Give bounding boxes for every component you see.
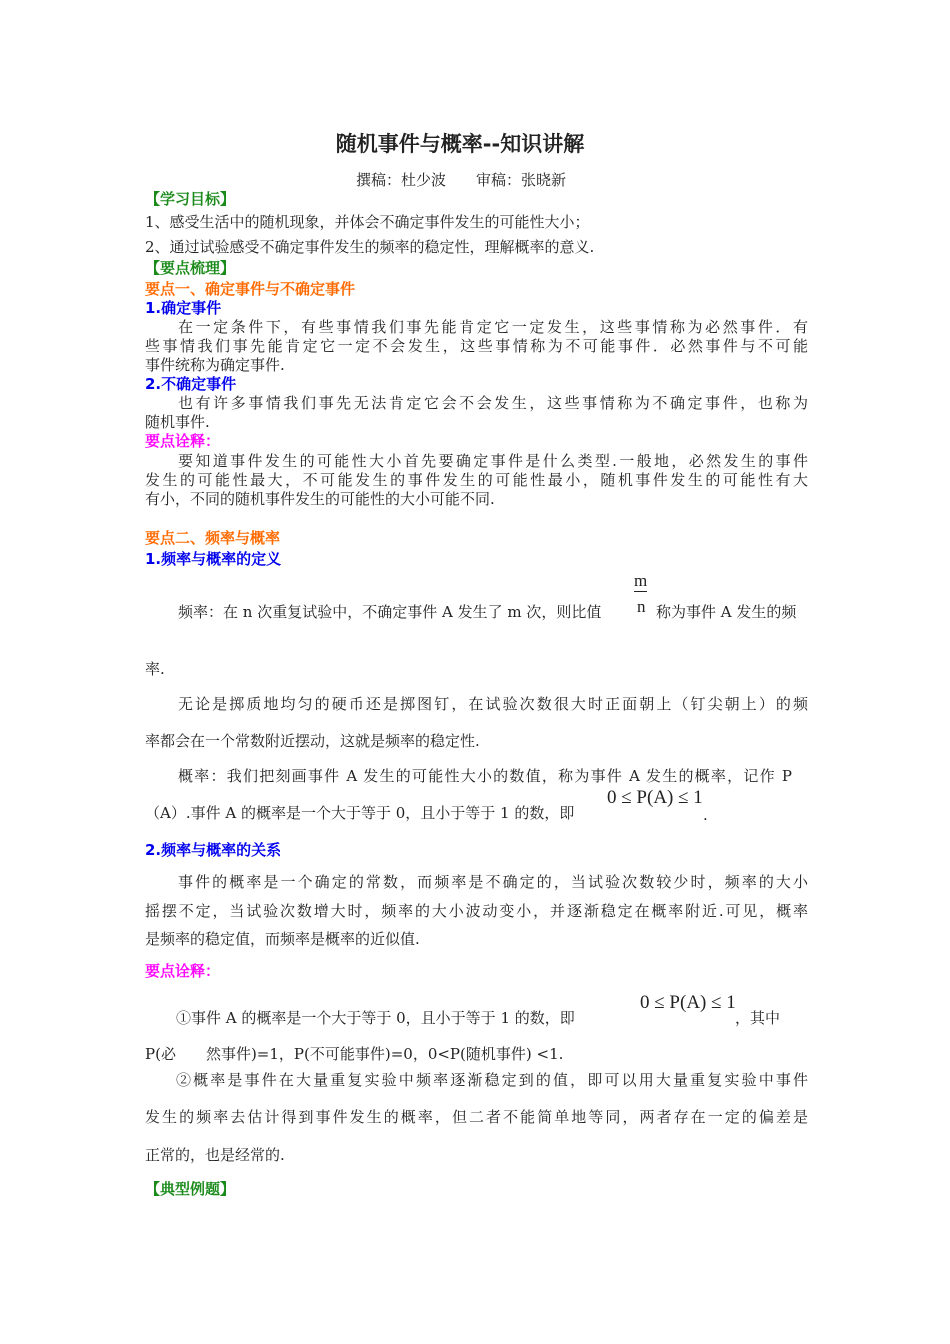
review-heading: 【要点梳理】 — [145, 259, 236, 277]
goal-item: 2、通过试验感受不确定事件发生的频率的稳定性，理解概率的意义. — [145, 238, 595, 256]
point2-sub1-heading: 1.频率与概率的定义 — [145, 550, 282, 568]
fraction-numerator: m — [634, 571, 648, 590]
paragraph-line: 称为事件 A 发生的频 — [656, 603, 797, 621]
paragraph-line: 是频率的稳定值，而频率是概率的近似值. — [145, 930, 420, 948]
paragraph-line: 频率：在 n 次重复试验中，不确定事件 A 发生了 m 次，则比值 — [178, 603, 602, 621]
paragraph-line: 率都会在一个常数附近摆动，这就是频率的稳定性. — [145, 732, 480, 750]
paragraph-line: ，其中 — [735, 1009, 781, 1027]
examples-heading: 【典型例题】 — [145, 1180, 236, 1198]
paragraph-line: 在一定条件下，有些事情我们事先能肯定它一定发生，这些事情称为必然事件．有 — [178, 318, 808, 336]
paragraph-line: ②概率是事件在大量重复实验中频率逐渐稳定到的值，即可以用大量重复实验中事件 — [176, 1071, 808, 1089]
paragraph-line: 正常的，也是经常的. — [145, 1146, 285, 1164]
paragraph-line: 发生的可能性最大，不可能发生的事件发生的可能性最小，随机事件发生的可能性有大 — [145, 471, 808, 489]
paragraph-line: 发生的频率去估计得到事件发生的概率，但二者不能简单地等同，两者存在一定的偏差是 — [145, 1108, 808, 1126]
paragraph-line: 随机事件. — [145, 413, 210, 431]
author-line: 撰稿：杜少波 审稿：张晓新 — [355, 171, 566, 189]
point1-sub1-heading: 1.确定事件 — [145, 299, 222, 317]
paragraph-line: 要知道事件发生的可能性大小首先要确定事件是什么类型.一般地，必然发生的事件 — [178, 452, 808, 470]
paragraph-line: （A）.事件 A 的概率是一个大于等于 0，且小于等于 1 的数，即 — [145, 804, 575, 822]
point1-note-heading: 要点诠释： — [145, 432, 221, 450]
paragraph-line: P(必 然事件)=1，P(不可能事件)=0，0<P(随机事件) <1. — [145, 1045, 564, 1063]
point2-heading: 要点二、频率与概率 — [145, 529, 281, 547]
paragraph-line: 有小，不同的随机事件发生的可能性的大小可能不同. — [145, 490, 495, 508]
paragraph-line: 概率：我们把刻画事件 A 发生的可能性大小的数值，称为事件 A 发生的概率，记作 P — [178, 767, 792, 785]
fraction-denominator: n — [637, 597, 646, 616]
paragraph-line: ①事件 A 的概率是一个大于等于 0，且小于等于 1 的数，即 — [176, 1009, 575, 1027]
paragraph-line: 率. — [145, 660, 165, 678]
goals-heading: 【学习目标】 — [145, 190, 236, 208]
paragraph-line: 事件统称为确定事件. — [145, 356, 285, 374]
paragraph-line: 也有许多事情我们事先无法肯定它会不会发生，这些事情称为不确定事件，也称为 — [178, 394, 808, 412]
paragraph-line: 事件的概率是一个确定的常数，而频率是不确定的，当试验次数较少时，频率的大小 — [178, 873, 808, 891]
paragraph-line: 摇摆不定，当试验次数增大时，频率的大小波动变小，并逐渐稳定在概率附近.可见，概率 — [145, 902, 808, 920]
point1-heading: 要点一、确定事件与不确定事件 — [145, 280, 356, 298]
point2-note-heading: 要点诠释： — [145, 962, 221, 980]
goal-item: 1、感受生活中的随机现象，并体会不确定事件发生的可能性大小； — [145, 213, 590, 231]
point2-sub2-heading: 2.频率与概率的关系 — [145, 841, 282, 859]
point1-sub2-heading: 2.不确定事件 — [145, 375, 237, 393]
paragraph-line: 无论是掷质地均匀的硬币还是掷图钉，在试验次数很大时正面朝上（钉尖朝上）的频 — [178, 695, 808, 713]
probability-formula: 0 ≤ P(A) ≤ 1 — [640, 992, 736, 1013]
paragraph-line: 些事情我们事先能肯定它一定不会发生，这些事情称为不可能事件．必然事件与不可能 — [145, 337, 808, 355]
probability-formula: 0 ≤ P(A) ≤ 1 — [607, 787, 703, 808]
period: . — [703, 806, 708, 824]
page-title: 随机事件与概率--知识讲解 — [335, 132, 585, 156]
